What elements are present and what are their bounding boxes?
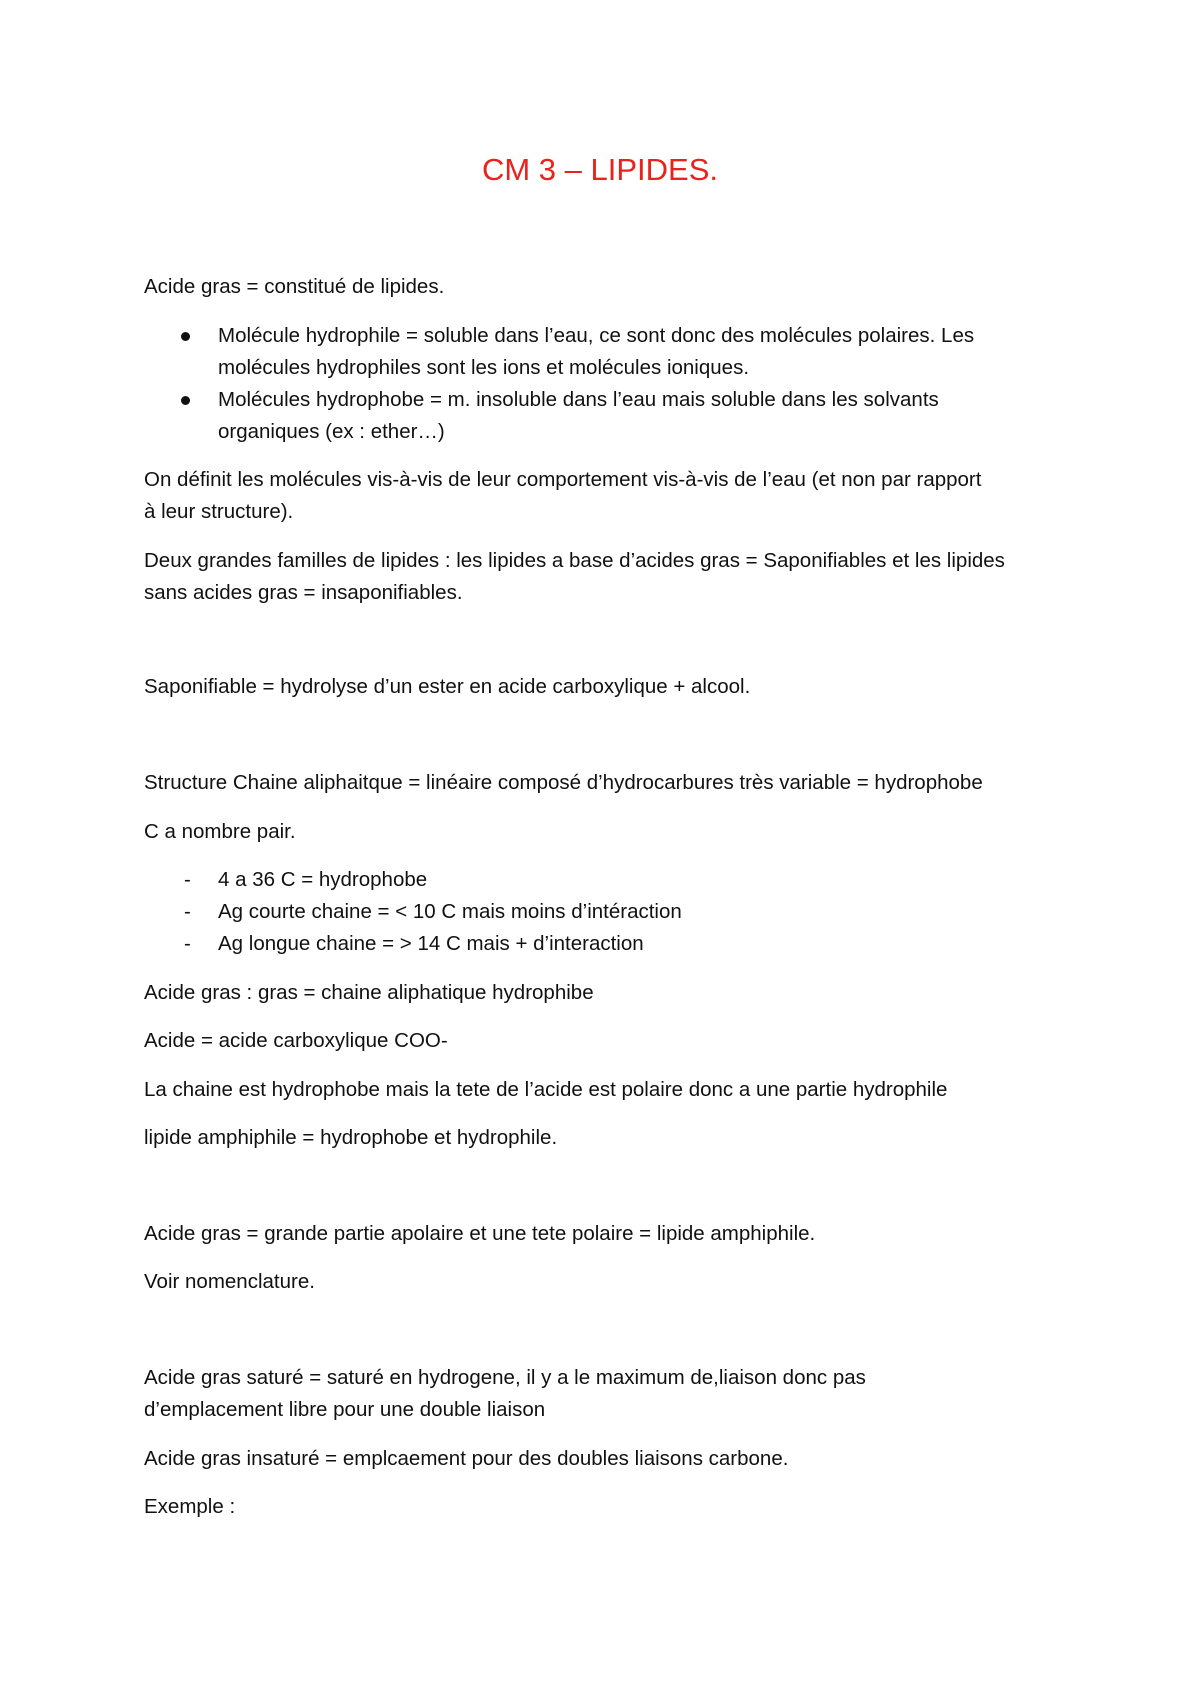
paragraph-definition-line2: à leur structure). [144,500,294,523]
dash-item: Ag courte chaine = < 10 C mais moins d’intéraction [218,900,682,923]
paragraph-acide-gras-gras: Acide gras : gras = chaine aliphatique hydrophibe [144,981,594,1004]
paragraph-familles-line1: Deux grandes familles de lipides : les lipides a base d’acides gras = Saponifiables et les lipides [144,549,1005,572]
paragraph-chaine: La chaine est hydrophobe mais la tete de l’acide est polaire donc a une partie hydrophile [144,1078,948,1101]
paragraph-insature: Acide gras insaturé = emplcaement pour des doubles liaisons carbone. [144,1447,789,1470]
paragraph-structure: Structure Chaine aliphaitque = linéaire composé d’hydrocarbures très variable = hydrophobe [144,771,983,794]
paragraph-sature-line2: d’emplacement libre pour une double liaison [144,1398,546,1421]
paragraph-saponifiable: Saponifiable = hydrolyse d’un ester en acide carboxylique + alcool. [144,675,751,698]
bullet-hydrophobe-line2: organiques (ex : ether…) [218,420,445,443]
bullet-icon [181,396,190,405]
bullet-icon [181,332,190,341]
bullet-hydrophobe-line1: Molécules hydrophobe = m. insoluble dans l’eau mais soluble dans les solvants [218,388,939,411]
bullet-hydrophile-line1: Molécule hydrophile = soluble dans l’eau, ce sont donc des molécules polaires. Les [218,324,975,347]
dash-item: 4 a 36 C = hydrophobe [218,868,428,891]
dash-marker: - [184,900,191,923]
paragraph-acide-carboxylique: Acide = acide carboxylique COO- [144,1029,448,1052]
paragraph-familles-line2: sans acides gras = insaponifiables. [144,581,463,604]
paragraph-nomenclature: Voir nomenclature. [144,1270,315,1293]
page-title: CM 3 – LIPIDES. [481,152,719,187]
paragraph-sature-line1: Acide gras saturé = saturé en hydrogene, il y a le maximum de,liaison donc pas [144,1366,866,1389]
paragraph-acide-gras: Acide gras = constitué de lipides. [144,275,445,298]
paragraph-amphiphile: lipide amphiphile = hydrophobe et hydrophile. [144,1126,558,1149]
dash-marker: - [184,932,191,955]
paragraph-definition-line1: On définit les molécules vis-à-vis de leur comportement vis-à-vis de l’eau (et non par rapport [144,468,982,491]
paragraph-nombre-pair: C a nombre pair. [144,820,296,843]
paragraph-exemple: Exemple : [144,1495,236,1518]
bullet-hydrophile-line2: molécules hydrophiles sont les ions et molécules ioniques. [218,356,750,379]
dash-marker: - [184,868,191,891]
dash-item: Ag longue chaine = > 14 C mais + d’interaction [218,932,644,955]
paragraph-apolaire: Acide gras = grande partie apolaire et une tete polaire = lipide amphiphile. [144,1222,816,1245]
